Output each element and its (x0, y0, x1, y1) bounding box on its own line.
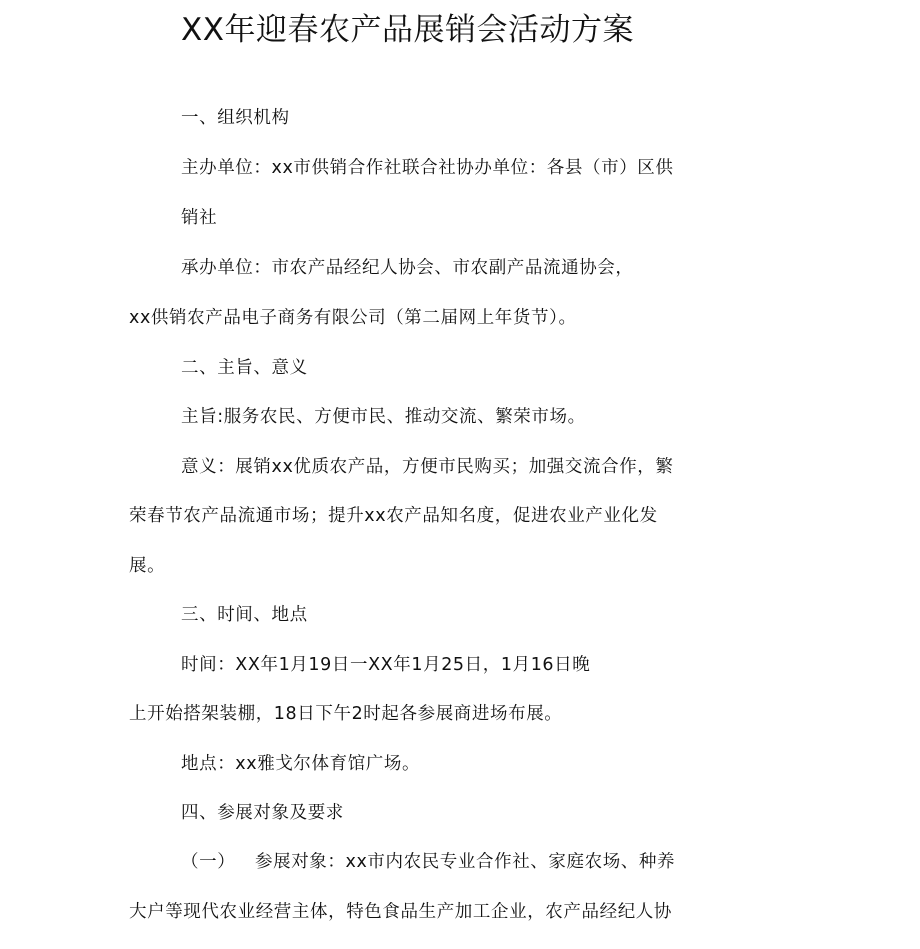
list-marker: （一） (181, 852, 236, 872)
paragraph-line: 展。 (129, 556, 166, 576)
paragraph-line: 地点：xx雅戈尔体育馆广场。 (181, 754, 421, 774)
paragraph-line: 主办单位：xx市供销合作社联合社协办单位：各县（市）区供 (181, 158, 674, 178)
paragraph-line: 主旨:服务农民、方便市民、推动交流、繁荣市场。 (181, 407, 586, 427)
paragraph-line: 荣春节农产品流通市场；提升xx农产品知名度，促进农业产业化发 (129, 506, 658, 526)
section-heading-organization: 一、组织机构 (181, 108, 290, 128)
paragraph-line: 时间：XX年1月19日一XX年1月25日，1月16日晚 (181, 655, 591, 675)
paragraph-line: 大户等现代农业经营主体，特色食品生产加工企业，农产品经纪人协 (129, 902, 672, 922)
section-heading-time-place: 三、时间、地点 (181, 605, 308, 625)
paragraph-line: 销社 (181, 208, 218, 228)
section-heading-purpose: 二、主旨、意义 (181, 358, 308, 378)
paragraph-line: 意义：展销xx优质农产品，方便市民购买；加强交流合作，繁 (181, 457, 674, 477)
paragraph-line: 承办单位：市农产品经纪人协会、市农副产品流通协会， (181, 258, 634, 278)
paragraph-line: 上开始搭架装棚，18日下午2时起各参展商进场布展。 (129, 704, 563, 724)
section-heading-exhibitors: 四、参展对象及要求 (181, 803, 344, 823)
paragraph-line: 参展对象：xx市内农民专业合作社、家庭农场、种养 (255, 852, 676, 872)
document-title: XX年迎春农产品展销会活动方案 (181, 12, 634, 48)
paragraph-line: xx供销农产品电子商务有限公司（第二届网上年货节）。 (129, 308, 577, 328)
